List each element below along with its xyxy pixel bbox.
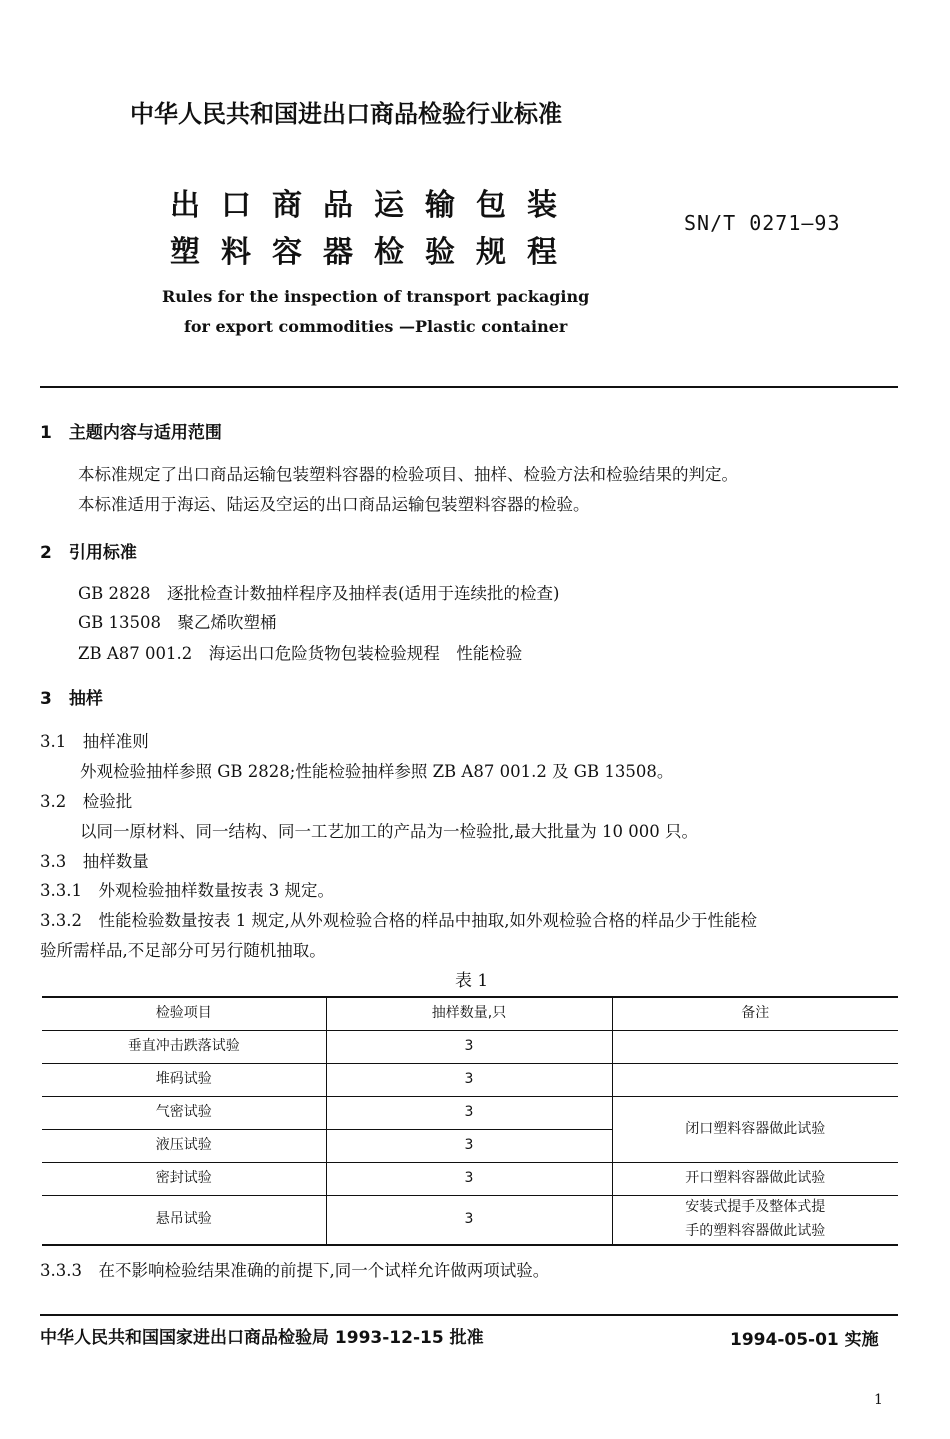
reference-item: GB 2828 逐批检查计数抽样程序及抽样表(适用于连续批的检查) bbox=[78, 584, 560, 603]
quantity-cell: 3 bbox=[326, 1097, 612, 1130]
footer-issuer: 中华人民共和国国家进出口商品检验局 1993-12-15 批准 bbox=[40, 1328, 484, 1348]
note-line: 手的塑料容器做此试验 bbox=[685, 1223, 826, 1239]
title-cn-line1: 出口商品运输包装 bbox=[170, 188, 578, 223]
subsection-3-1-text: 外观检验抽样参照 GB 2828;性能检验抽样参照 ZB A87 001.2 及 GB 13508。 bbox=[80, 762, 674, 781]
subsection-3-2-text: 以同一原材料、同一结构、同一工艺加工的产品为一检验批,最大批量为 10 000 只。 bbox=[80, 822, 698, 841]
quantity-cell: 3 bbox=[326, 1130, 612, 1163]
test-item-cell: 液压试验 bbox=[42, 1130, 326, 1163]
sampling-table bbox=[42, 996, 898, 1246]
note-line: 安装式提手及整体式提 bbox=[685, 1199, 826, 1216]
title-en-line1: Rules for the inspection of transport packaging bbox=[162, 287, 590, 306]
column-header: 备注 bbox=[612, 997, 898, 1031]
test-item-cell: 悬吊试验 bbox=[42, 1196, 326, 1246]
test-item-cell: 垂直冲击跌落试验 bbox=[42, 1031, 326, 1064]
organization-header: 中华人民共和国进出口商品检验行业标准 bbox=[130, 100, 562, 128]
clause-3-3-3: 3.3.3 在不影响检验结果准确的前提下,同一个试样允许做两项试验。 bbox=[40, 1261, 550, 1280]
table-row bbox=[42, 1031, 898, 1064]
table-row bbox=[42, 1064, 898, 1097]
reference-item: GB 13508 聚乙烯吹塑桶 bbox=[78, 613, 277, 632]
quantity-cell: 3 bbox=[326, 1196, 612, 1246]
title-cn-line2: 塑料容器检验规程 bbox=[170, 235, 578, 270]
note-cell bbox=[612, 1196, 898, 1246]
table-row bbox=[42, 1163, 898, 1196]
clause-3-3-1: 3.3.1 外观检验抽样数量按表 3 规定。 bbox=[40, 881, 334, 900]
section-3-heading: 3 抽样 bbox=[40, 689, 103, 709]
title-en-line2: for export commodities —Plastic container bbox=[184, 317, 568, 336]
section-1-paragraph: 本标准规定了出口商品运输包装塑料容器的检验项目、抽样、检验方法和检验结果的判定。 bbox=[78, 465, 738, 484]
test-item-cell: 气密试验 bbox=[42, 1097, 326, 1130]
table-row bbox=[42, 1196, 898, 1246]
section-2-heading: 2 引用标准 bbox=[40, 543, 137, 563]
note-cell: 开口塑料容器做此试验 bbox=[612, 1163, 898, 1196]
column-header: 检验项目 bbox=[42, 997, 326, 1031]
bottom-divider bbox=[40, 1314, 898, 1316]
page-number: 1 bbox=[874, 1392, 883, 1408]
quantity-cell: 3 bbox=[326, 1163, 612, 1196]
subsection-3-3-heading: 3.3 抽样数量 bbox=[40, 852, 149, 871]
test-item-cell: 密封试验 bbox=[42, 1163, 326, 1196]
note-cell bbox=[612, 1064, 898, 1097]
quantity-cell: 3 bbox=[326, 1031, 612, 1064]
note-cell: 闭口塑料容器做此试验 bbox=[612, 1097, 898, 1163]
section-1-heading: 1 主题内容与适用范围 bbox=[40, 423, 222, 443]
standard-number: SN/T 0271—93 bbox=[684, 211, 841, 235]
table-row bbox=[42, 1097, 898, 1130]
clause-3-3-2-line1: 3.3.2 性能检验数量按表 1 规定,从外观检验合格的样品中抽取,如外观检验合格的样品少于性能检 bbox=[40, 911, 757, 930]
quantity-cell: 3 bbox=[326, 1064, 612, 1097]
table-header-row bbox=[42, 997, 898, 1031]
subsection-3-2-heading: 3.2 检验批 bbox=[40, 792, 133, 811]
test-item-cell: 堆码试验 bbox=[42, 1064, 326, 1097]
table-caption: 表 1 bbox=[455, 971, 489, 991]
subsection-3-1-heading: 3.1 抽样准则 bbox=[40, 732, 149, 751]
footer-implementation-date: 1994-05-01 实施 bbox=[730, 1330, 879, 1350]
top-divider bbox=[40, 386, 898, 388]
column-header: 抽样数量,只 bbox=[326, 997, 612, 1031]
section-1-paragraph: 本标准适用于海运、陆运及空运的出口商品运输包装塑料容器的检验。 bbox=[78, 495, 590, 514]
note-cell bbox=[612, 1031, 898, 1064]
reference-item: ZB A87 001.2 海运出口危险货物包装检验规程 性能检验 bbox=[78, 644, 523, 663]
clause-3-3-2-line2: 验所需样品,不足部分可另行随机抽取。 bbox=[40, 941, 326, 960]
